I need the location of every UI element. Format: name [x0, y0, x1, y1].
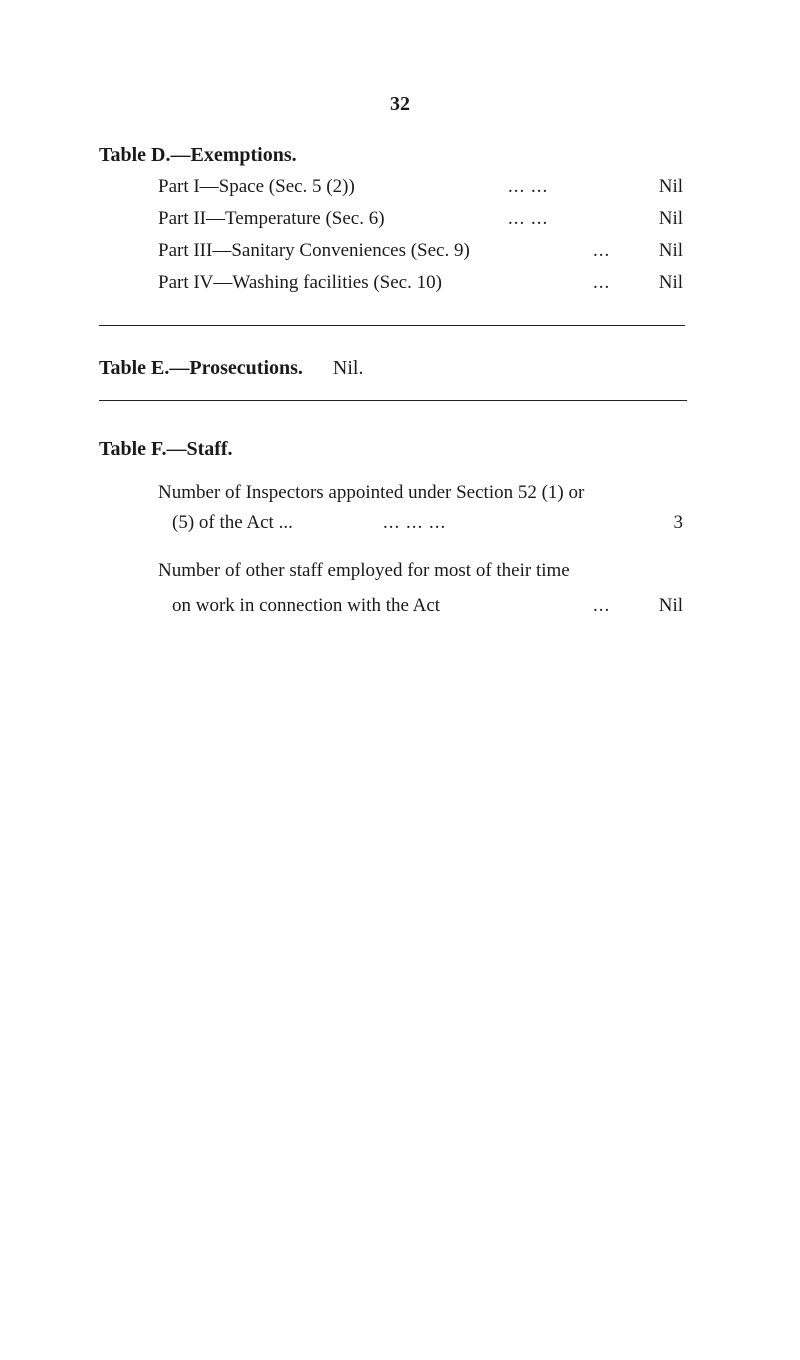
entry-value: 3 — [673, 512, 683, 533]
row-value: Nil — [658, 208, 683, 229]
leader-dots: ... ... — [508, 208, 549, 229]
leader-dots: ... ... ... — [383, 512, 447, 533]
entry-text: Number of Inspectors appointed under Section 52 (1) or — [158, 482, 585, 503]
table-e-note: Nil. — [332, 357, 364, 379]
table-f-heading: Table F.—Staff. — [99, 438, 233, 460]
other-staff-entry — [158, 556, 683, 626]
row-label: Part II—Temperature (Sec. 6) — [158, 208, 385, 229]
entry-value: Nil — [658, 595, 683, 616]
divider-rule — [99, 400, 687, 401]
row-label: Part IV—Washing facilities (Sec. 10) — [158, 272, 442, 293]
leader-dots: ... ... — [508, 176, 549, 197]
row-value: Nil — [658, 176, 683, 197]
leader-dots: ... — [593, 595, 611, 616]
table-e-heading — [99, 357, 363, 380]
row-label: Part III—Sanitary Conveniences (Sec. 9) — [158, 240, 470, 261]
row-value: Nil — [658, 240, 683, 261]
table-d-row-2 — [158, 203, 683, 235]
table-d-row-1 — [158, 171, 683, 203]
leader-dots: ... — [593, 272, 611, 293]
row-label: Part I—Space (Sec. 5 (2)) — [158, 176, 355, 197]
inspectors-entry — [158, 478, 683, 538]
table-d-row-4 — [158, 267, 683, 299]
table-d-row-3 — [158, 235, 683, 267]
leader-dots: ... — [593, 240, 611, 261]
row-value: Nil — [658, 272, 683, 293]
entry-text: Number of other staff employed for most of their time — [158, 560, 570, 581]
entry-text: (5) of the Act ... — [172, 512, 293, 533]
table-e-title: Table E.—Prosecutions. — [99, 357, 303, 379]
divider-rule — [99, 325, 685, 326]
entry-text: on work in connection with the Act — [172, 595, 441, 616]
page-number: 32 — [390, 93, 410, 115]
table-d-heading: Table D.—Exemptions. — [99, 144, 297, 166]
